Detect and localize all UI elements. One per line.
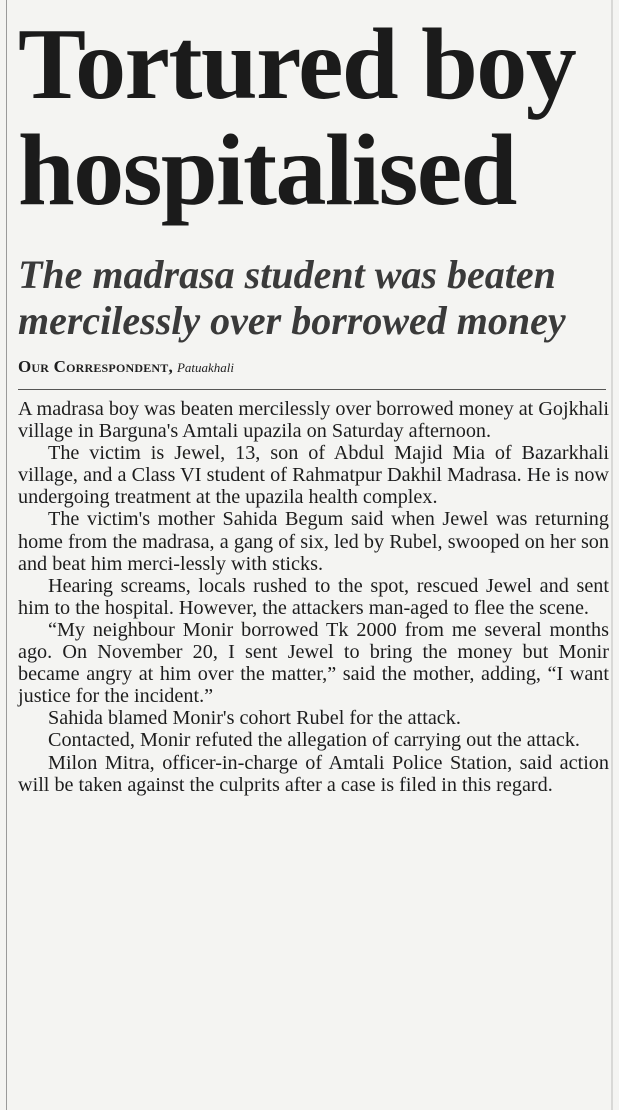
byline-divider: [18, 389, 606, 390]
column-rule-left: [6, 0, 7, 1110]
byline: [18, 357, 608, 377]
headline-line-2: hospitalised: [18, 114, 516, 227]
paragraph: The victim is Jewel, 13, son of Abdul Majid Mia of Bazarkhali village, and a Class VI student of Rahmatpur Dakhil Madrasa. He is now undergoing treatment at the upazila health complex.: [18, 442, 609, 509]
subheadline-line-1: The madrasa student was beaten: [18, 252, 556, 297]
paragraph: A madrasa boy was beaten mercilessly over borrowed money at Gojkhali village in Barguna's Amtali upazila on Saturday afternoon.: [18, 398, 609, 443]
paragraph: Milon Mitra, officer-in-charge of Amtali Police Station, said action will be taken against the culprits after a case is filed in this regard.: [18, 751, 609, 796]
headline: [18, 8, 618, 227]
subheadline-line-2: mercilessly over borrowed money: [18, 298, 566, 343]
subheadline: [18, 252, 618, 344]
paragraph: “My neighbour Monir borrowed Tk 2000 from me several months ago. On November 20, I sent Jewel to bring the money but Monir became angry at him over the matter,” said the mother, adding, “I want justice for the incident.”: [18, 618, 609, 708]
headline-line-1: Tortured boy: [18, 8, 576, 121]
paragraph: The victim's mother Sahida Begum said when Jewel was returning home from the madrasa, a gang of six, led by Rubel, swooped on her son and beat him merci-lessly with sticks.: [18, 508, 609, 575]
byline-correspondent: Our Correspondent,: [18, 357, 173, 376]
paragraph: Hearing screams, locals rushed to the spot, rescued Jewel and sent him to the hospital. However, the attackers man-aged to flee the scene.: [18, 574, 609, 619]
paragraph: Contacted, Monir refuted the allegation of carrying out the attack.: [48, 729, 580, 752]
paragraph: Sahida blamed Monir's cohort Rubel for the attack.: [48, 707, 461, 730]
byline-location: Patuakhali: [176, 360, 234, 375]
article-body: [18, 398, 609, 796]
